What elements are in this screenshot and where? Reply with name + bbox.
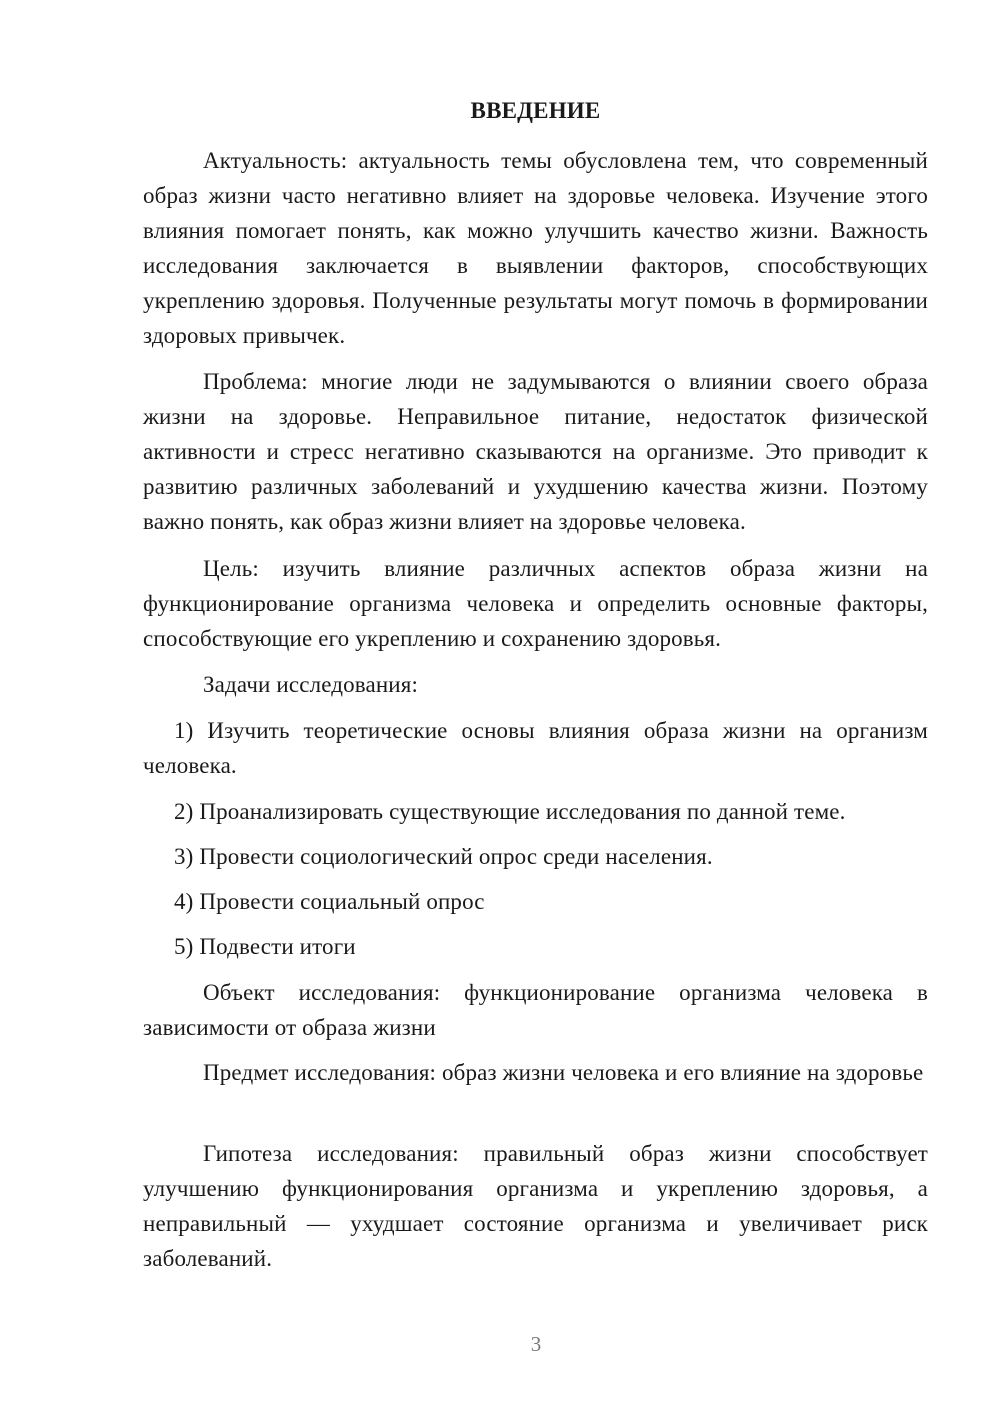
paragraph-goal: Цель: изучить влияние различных аспектов образа жизни на функционирование организма человека и определить основные факторы, способствующие его укреплению и сохранению здоровья. (143, 556, 928, 651)
task-item-3: 3) Провести социологический опрос среди населения. (174, 844, 713, 869)
page-title: ВВЕДЕНИЕ (470, 98, 601, 123)
task-item-2: 2) Проанализировать существующие исследования по данной теме. (174, 799, 846, 824)
paragraph-relevance: Актуальность: актуальность темы обусловлена тем, что современный образ жизни часто негативно влияет на здоровье человека. Изучение этого влияния помогает понять, как можно улучшить качество жизни. Важность исследования заключается в выявлении факторов, способствующих укреплению здоровья. Полученные результаты могут помочь в формировании здоровых привычек. (143, 148, 928, 348)
task-item-5: 5) Подвести итоги (174, 934, 356, 959)
tasks-heading: Задачи исследования: (203, 672, 419, 697)
paragraph-problem: Проблема: многие люди не задумываются о влиянии своего образа жизни на здоровье. Неправильное питание, недостаток физической активности и стресс негативно сказываются на организме. Это приводит к развитию различных заболеваний и ухудшению качества жизни. Поэтому важно понять, как образ жизни влияет на здоровье человека. (143, 369, 928, 534)
task-item-4: 4) Провести социальный опрос (174, 889, 485, 914)
page-number: 3 (530, 1332, 542, 1356)
paragraph-hypothesis: Гипотеза исследования: правильный образ жизни способствует улучшению функционирования организма и укреплению здоровья, а неправильный — ухудшает состояние организма и увеличивает риск заболеваний. (143, 1141, 928, 1271)
paragraph-subject: Предмет исследования: образ жизни человека и его влияние на здоровье (203, 1060, 924, 1085)
paragraph-object: Объект исследования: функционирование организма человека в зависимости от образа жизни (143, 980, 928, 1040)
task-item-1: 1) Изучить теоретические основы влияния образа жизни на организм человека. (143, 718, 928, 778)
